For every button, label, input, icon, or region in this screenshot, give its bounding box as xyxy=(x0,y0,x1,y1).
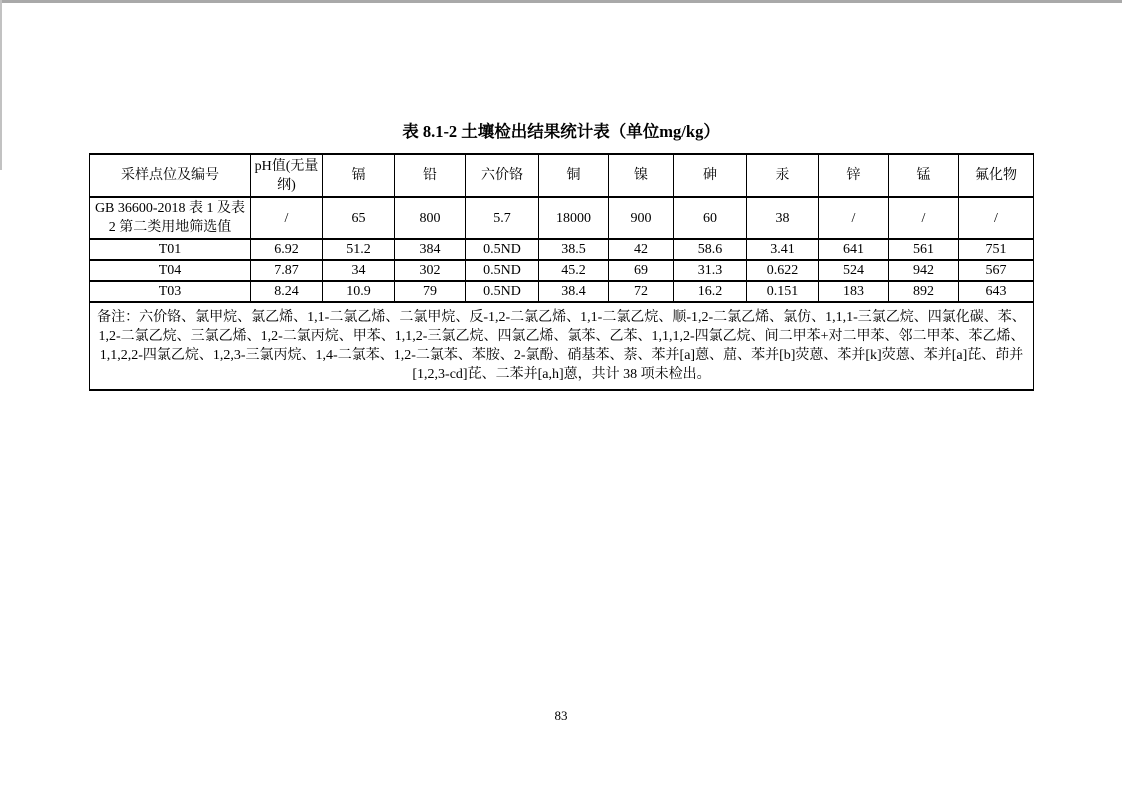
data-cell: / xyxy=(819,197,889,239)
data-cell: 34 xyxy=(323,260,395,281)
data-cell: 900 xyxy=(609,197,674,239)
data-cell: 7.87 xyxy=(251,260,323,281)
header-cell-nickel: 镍 xyxy=(609,154,674,197)
data-cell: 45.2 xyxy=(539,260,609,281)
data-cell: 751 xyxy=(959,239,1034,260)
table-row-t03 xyxy=(90,281,1034,302)
data-cell: 0.622 xyxy=(747,260,819,281)
data-cell: 0.5ND xyxy=(466,281,539,302)
data-cell: 69 xyxy=(609,260,674,281)
data-cell: 8.24 xyxy=(251,281,323,302)
row-label-cell: T04 xyxy=(90,260,251,281)
data-cell: 65 xyxy=(323,197,395,239)
data-cell: 0.5ND xyxy=(466,239,539,260)
row-label-cell: GB 36600-2018 表 1 及表 2 第二类用地筛选值 xyxy=(90,197,251,239)
row-label-cell: T01 xyxy=(90,239,251,260)
data-cell: 0.5ND xyxy=(466,260,539,281)
data-cell: 643 xyxy=(959,281,1034,302)
data-cell: 18000 xyxy=(539,197,609,239)
data-cell: / xyxy=(959,197,1034,239)
data-cell: 0.151 xyxy=(747,281,819,302)
data-cell: 5.7 xyxy=(466,197,539,239)
header-cell-manganese: 锰 xyxy=(889,154,959,197)
data-cell: 384 xyxy=(395,239,466,260)
data-cell: 38.5 xyxy=(539,239,609,260)
data-cell: 58.6 xyxy=(674,239,747,260)
data-cell: 302 xyxy=(395,260,466,281)
header-cell-mercury: 汞 xyxy=(747,154,819,197)
data-cell: 16.2 xyxy=(674,281,747,302)
header-row xyxy=(90,154,1034,197)
data-cell: 38.4 xyxy=(539,281,609,302)
data-cell: 10.9 xyxy=(323,281,395,302)
data-cell: 60 xyxy=(674,197,747,239)
scan-edge-left xyxy=(0,0,2,170)
data-cell: 42 xyxy=(609,239,674,260)
table-row-t01 xyxy=(90,239,1034,260)
header-cell-ph: pH值(无量纲) xyxy=(251,154,323,197)
data-cell: 942 xyxy=(889,260,959,281)
data-cell: 3.41 xyxy=(747,239,819,260)
soil-detection-results-table xyxy=(89,153,1034,391)
data-cell: 567 xyxy=(959,260,1034,281)
data-cell: 641 xyxy=(819,239,889,260)
header-cell-sampling-point: 采样点位及编号 xyxy=(90,154,251,197)
data-cell: / xyxy=(251,197,323,239)
page-number: 83 xyxy=(554,708,568,723)
data-cell: 800 xyxy=(395,197,466,239)
data-cell: 561 xyxy=(889,239,959,260)
data-cell: 6.92 xyxy=(251,239,323,260)
header-cell-fluoride: 氟化物 xyxy=(959,154,1034,197)
table-row-screening-values xyxy=(90,197,1034,239)
header-cell-hexavalent-chromium: 六价铬 xyxy=(466,154,539,197)
data-cell: 38 xyxy=(747,197,819,239)
scan-edge-top xyxy=(0,0,1122,3)
data-cell: 892 xyxy=(889,281,959,302)
data-cell: 51.2 xyxy=(323,239,395,260)
data-cell: / xyxy=(889,197,959,239)
table-note: 备注：六价铬、氯甲烷、氯乙烯、1,1-二氯乙烯、二氯甲烷、反-1,2-二氯乙烯、1,1-二氯乙烷、顺-1,2-二氯乙烯、氯仿、1,1,1-三氯乙烷、四氯化碳、苯、1,2-二氯乙烷、三氯乙烯、1,2-二氯丙烷、甲苯、1,1,2-三氯乙烷、四氯乙烯、氯苯、乙苯、1,1,1,2-四氯乙烷、间二甲苯+对二甲苯、邻二甲苯、苯乙烯、1,1,2,2-四氯乙烷、1,2,3-三氯丙烷、1,4-二氯苯、1,2-二氯苯、苯胺、2-氯酚、硝基苯、萘、苯并[a]蒽、䓛、苯并[b]荧蒽、苯并[k]荧蒽、苯并[a]芘、茚并[1,2,3-cd]芘、二苯并[a,h]蒽，共计 38 项未检出。 xyxy=(90,302,1034,390)
table-title: 表 8.1-2 土壤检出结果统计表（单位mg/kg） xyxy=(402,122,720,141)
header-cell-lead: 铅 xyxy=(395,154,466,197)
data-cell: 31.3 xyxy=(674,260,747,281)
data-cell: 524 xyxy=(819,260,889,281)
data-cell: 183 xyxy=(819,281,889,302)
header-cell-cadmium: 镉 xyxy=(323,154,395,197)
header-cell-zinc: 锌 xyxy=(819,154,889,197)
data-cell: 72 xyxy=(609,281,674,302)
data-cell: 79 xyxy=(395,281,466,302)
row-label-cell: T03 xyxy=(90,281,251,302)
table-note-row xyxy=(90,302,1034,390)
header-cell-arsenic: 砷 xyxy=(674,154,747,197)
header-cell-copper: 铜 xyxy=(539,154,609,197)
table-row-t04 xyxy=(90,260,1034,281)
